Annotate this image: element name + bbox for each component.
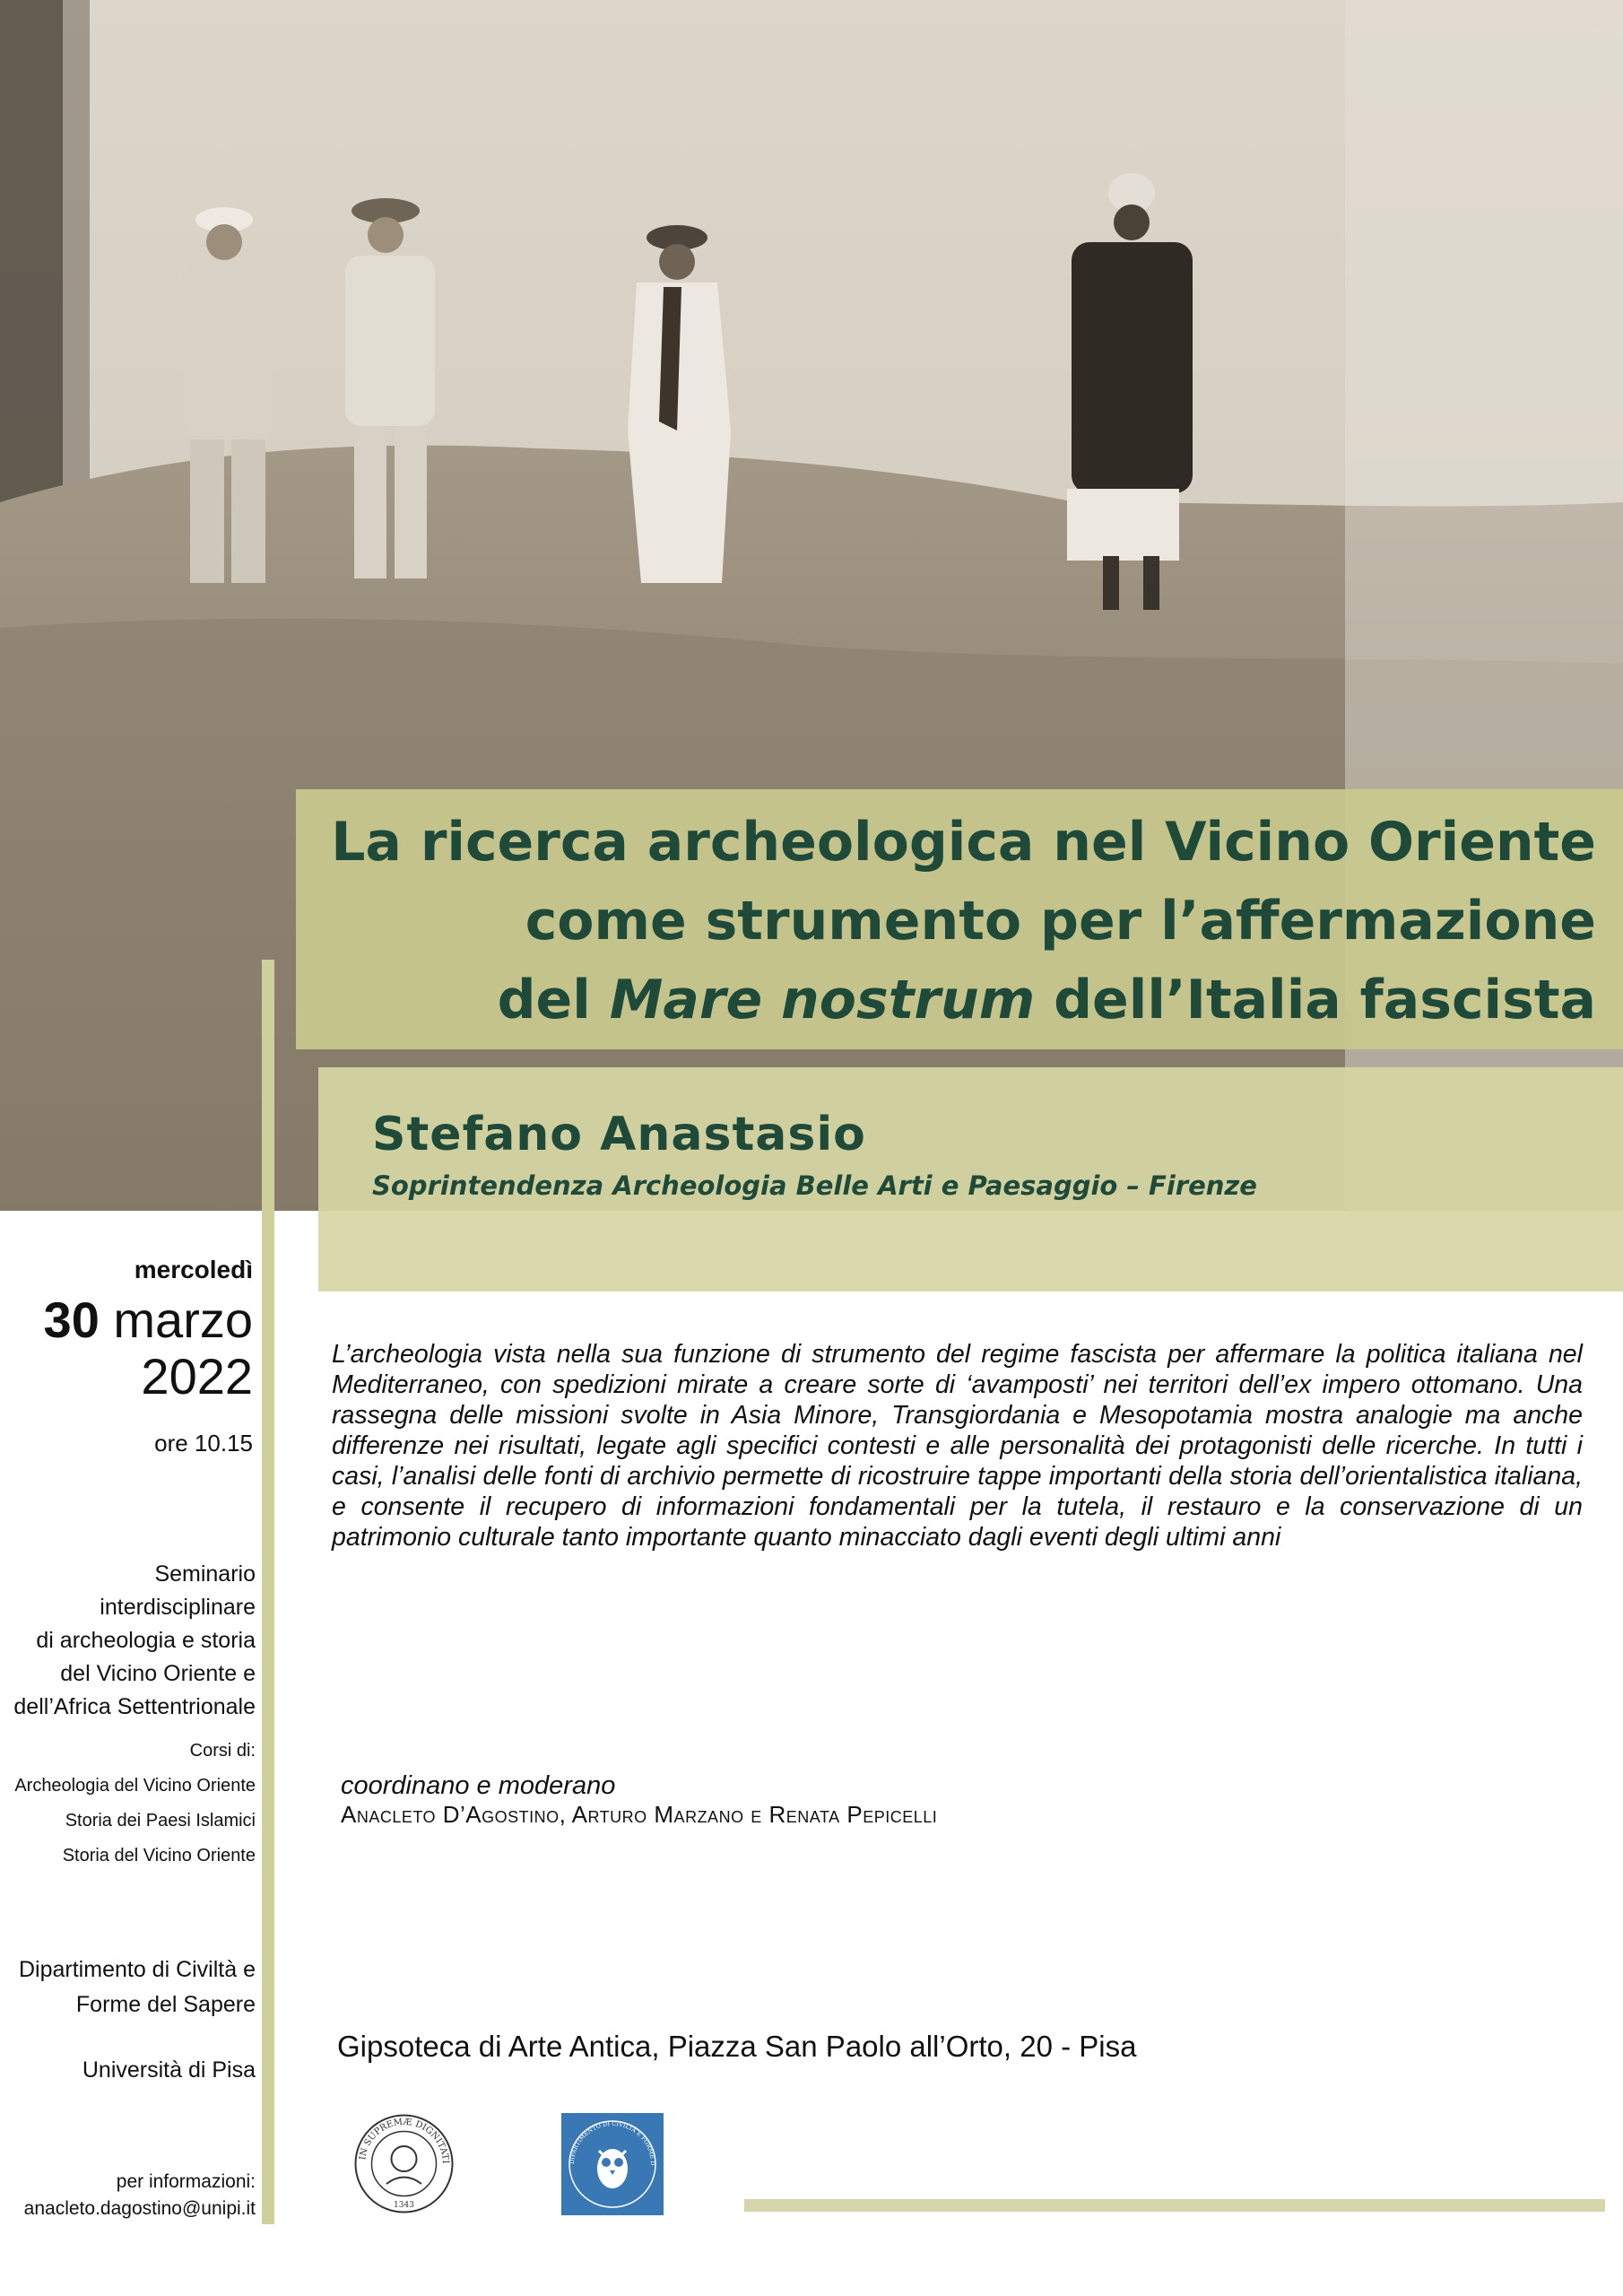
date-month: marzo — [113, 1292, 253, 1348]
university-name: Università di Pisa — [82, 2057, 256, 2083]
date-day-month — [44, 1292, 253, 1349]
seminar-line-2: di archeologia e storia — [36, 1628, 256, 1653]
moderators-label: coordinano e moderano — [341, 1771, 616, 1800]
abstract-text: L’archeologia vista nella sua funzione di strumento del regime fascista per affermare la politica italiana nel Mediterraneo, con spedizioni mirate a creare sorte di ‘avamposti’ nei territori dell’ex impero ottomano. Una rassegna delle missioni svolte in Asia Minore, Transgiordania e Mesopotamia mostra analogie ma anche differenze nei risultati, legate agli specifici contesti e alle personalità dei protagonisti delle ricerche. In tutti i casi, l’analisi delle fonti di archivio permette di ricostruire tappe importanti della storia dell’orientalistica italiana, e consente il recupero di informazioni fondamentali per la tutela, il restauro e la conservazione di un patrimonio culturale tanto importante quanto minacciato dagli eventi degli ultimi anni — [332, 1340, 1583, 1552]
title-line-3-pre: del — [497, 969, 610, 1031]
speaker-name: Stefano Anastasio — [372, 1108, 866, 1161]
date-weekday: mercoledì — [134, 1256, 253, 1283]
title-italic: Mare nostrum — [609, 969, 1036, 1031]
contact-block — [24, 2169, 256, 2222]
title-line-1: La ricerca archeologica nel Vicino Oriente — [331, 811, 1596, 874]
venue-text: Gipsoteca di Arte Antica, Piazza San Paolo all’Orto, 20 - Pisa — [337, 2030, 1137, 2063]
seminar-block — [0, 1558, 256, 1724]
seal-text: IN SUPREMÆ DIGNITATI — [358, 2117, 451, 2164]
moderators-block — [341, 1771, 937, 1829]
courses-heading: Corsi di: — [189, 1741, 256, 1761]
title-line-3-post: dell’Italia fascista — [1035, 969, 1596, 1031]
department-owl-logo — [561, 2113, 664, 2219]
courses-block — [14, 1734, 256, 1874]
vertical-accent-bar — [262, 960, 274, 2224]
dept-logo-text: DIPARTIMENTO DI CIVILTÀ E FORME D — [568, 2119, 657, 2166]
course-item: Storia del Vicino Oriente — [62, 1846, 256, 1866]
course-item: Storia dei Paesi Islamici — [65, 1811, 256, 1831]
contact-email[interactable]: anacleto.dagostino@unipi.it — [23, 2198, 256, 2219]
title-line-3 — [72, 961, 1596, 1039]
seal-year: 1343 — [394, 2201, 414, 2210]
department-line-2: Forme del Sapere — [75, 1992, 256, 2017]
date-day: 30 — [43, 1292, 100, 1348]
poster-title — [72, 803, 1596, 1039]
contact-label: per informazioni: — [116, 2171, 256, 2192]
title-line-2: come strumento per l’affermazione — [525, 890, 1596, 952]
course-item: Archeologia del Vicino Oriente — [14, 1776, 256, 1796]
department-block — [19, 1952, 256, 2022]
seminar-line-1: Seminario interdisciplinare — [100, 1561, 256, 1620]
department-line-1: Dipartimento di Civiltà e — [19, 1957, 256, 1982]
seminar-line-3: del Vicino Oriente e — [60, 1661, 256, 1686]
bottom-accent-bar — [744, 2199, 1605, 2212]
moderators-names: Anacleto D’Agostino, Arturo Marzano e Renata Pepicelli — [341, 1801, 938, 1828]
date-year: 2022 — [141, 1348, 253, 1405]
seminar-line-4: dell’Africa Settentrionale — [13, 1694, 256, 1719]
university-seal-logo — [352, 2112, 456, 2219]
speaker-affiliation: Soprintendenza Archeologia Belle Arti e Paesaggio – Firenze — [372, 1170, 1257, 1201]
date-time: ore 10.15 — [154, 1430, 253, 1457]
